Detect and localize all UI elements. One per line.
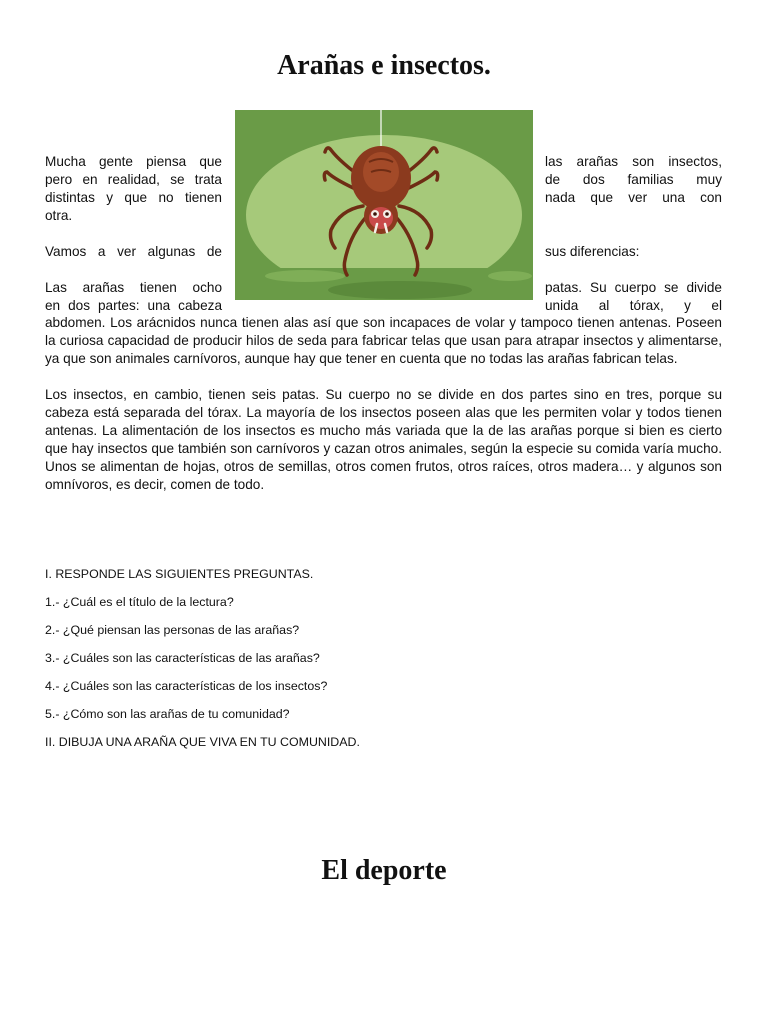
spiders-paragraph-left	[45, 279, 222, 315]
page-title: Arañas e insectos.	[277, 50, 491, 81]
text-line: distintas y que no tienen	[45, 190, 222, 205]
differences-paragraph-right	[545, 243, 722, 261]
text-line: Vamos a ver algunas de	[45, 244, 222, 259]
right-text-column	[545, 153, 722, 315]
differences-paragraph-left	[45, 243, 222, 261]
question-item: 5.- ¿Cómo son las arañas de tu comunidad?	[45, 707, 290, 721]
spider-icon	[235, 110, 533, 300]
text-line: de dos familias muy	[545, 172, 722, 187]
main-text	[45, 314, 722, 512]
question-item: 4.- ¿Cuáles son las características de los insectos?	[45, 679, 328, 693]
question-item: 2.- ¿Qué piensan las personas de las arañas?	[45, 623, 300, 637]
text-line	[545, 207, 722, 225]
text-line: nada que ver una con	[545, 190, 722, 205]
question-item: 3.- ¿Cuáles son las características de las arañas?	[45, 651, 320, 665]
left-text-column	[45, 153, 222, 315]
section-one-heading: I. RESPONDE LAS SIGUIENTES PREGUNTAS.	[45, 567, 314, 581]
section-two-heading: II. DIBUJA UNA ARAÑA QUE VIVA EN TU COMUNIDAD.	[45, 735, 360, 749]
question-item: 1.- ¿Cuál es el título de la lectura?	[45, 595, 234, 609]
spiders-paragraph-continuation: abdomen. Los arácnidos nunca tienen alas así que son incapaces de volar y tampoco tienen antenas. Poseen la curiosa capacidad de producir hilos de seda para fabricar telas que usan para atrapar insectos y alimentarse, ya que son animales carnívoros, aunque hay que tener en cuenta que no todas las arañas fabrican telas.	[45, 315, 722, 366]
questions-section	[45, 566, 722, 762]
text-line: en dos partes: una cabeza	[45, 298, 222, 313]
text-line: las arañas son insectos,	[545, 154, 722, 169]
intro-paragraph-right	[545, 153, 722, 225]
text-line: otra.	[45, 208, 73, 223]
next-section-title: El deporte	[321, 855, 447, 886]
spider-illustration	[235, 110, 533, 300]
text-line: unida al tórax, y el	[545, 298, 722, 313]
text-line: Las arañas tienen ocho	[45, 280, 222, 295]
text-line: Mucha gente piensa que	[45, 154, 222, 169]
text-line: pero en realidad, se trata	[45, 172, 222, 187]
intro-paragraph-left	[45, 153, 222, 225]
text-line: patas. Su cuerpo se divide	[545, 280, 722, 295]
text-line: sus diferencias:	[545, 244, 640, 259]
insects-paragraph: Los insectos, en cambio, tienen seis patas. Su cuerpo no se divide en dos partes sino en tres, porque su cabeza está separada del tórax. La mayoría de los insectos poseen alas que les permiten volar y todos tienen antenas. La alimentación de los insectos es mucho más variada que la de las arañas porque si bien es cierto que hay insectos que también son carnívoros y cazan otros animales, según la especie su comida varía mucho. Unos se alimentan de hojas, otros de semillas, otros comen frutos, otros raíces, otros madera… y algunos son omnívoros, es decir, comen de todo.	[45, 387, 722, 492]
spiders-paragraph-right	[545, 279, 722, 315]
